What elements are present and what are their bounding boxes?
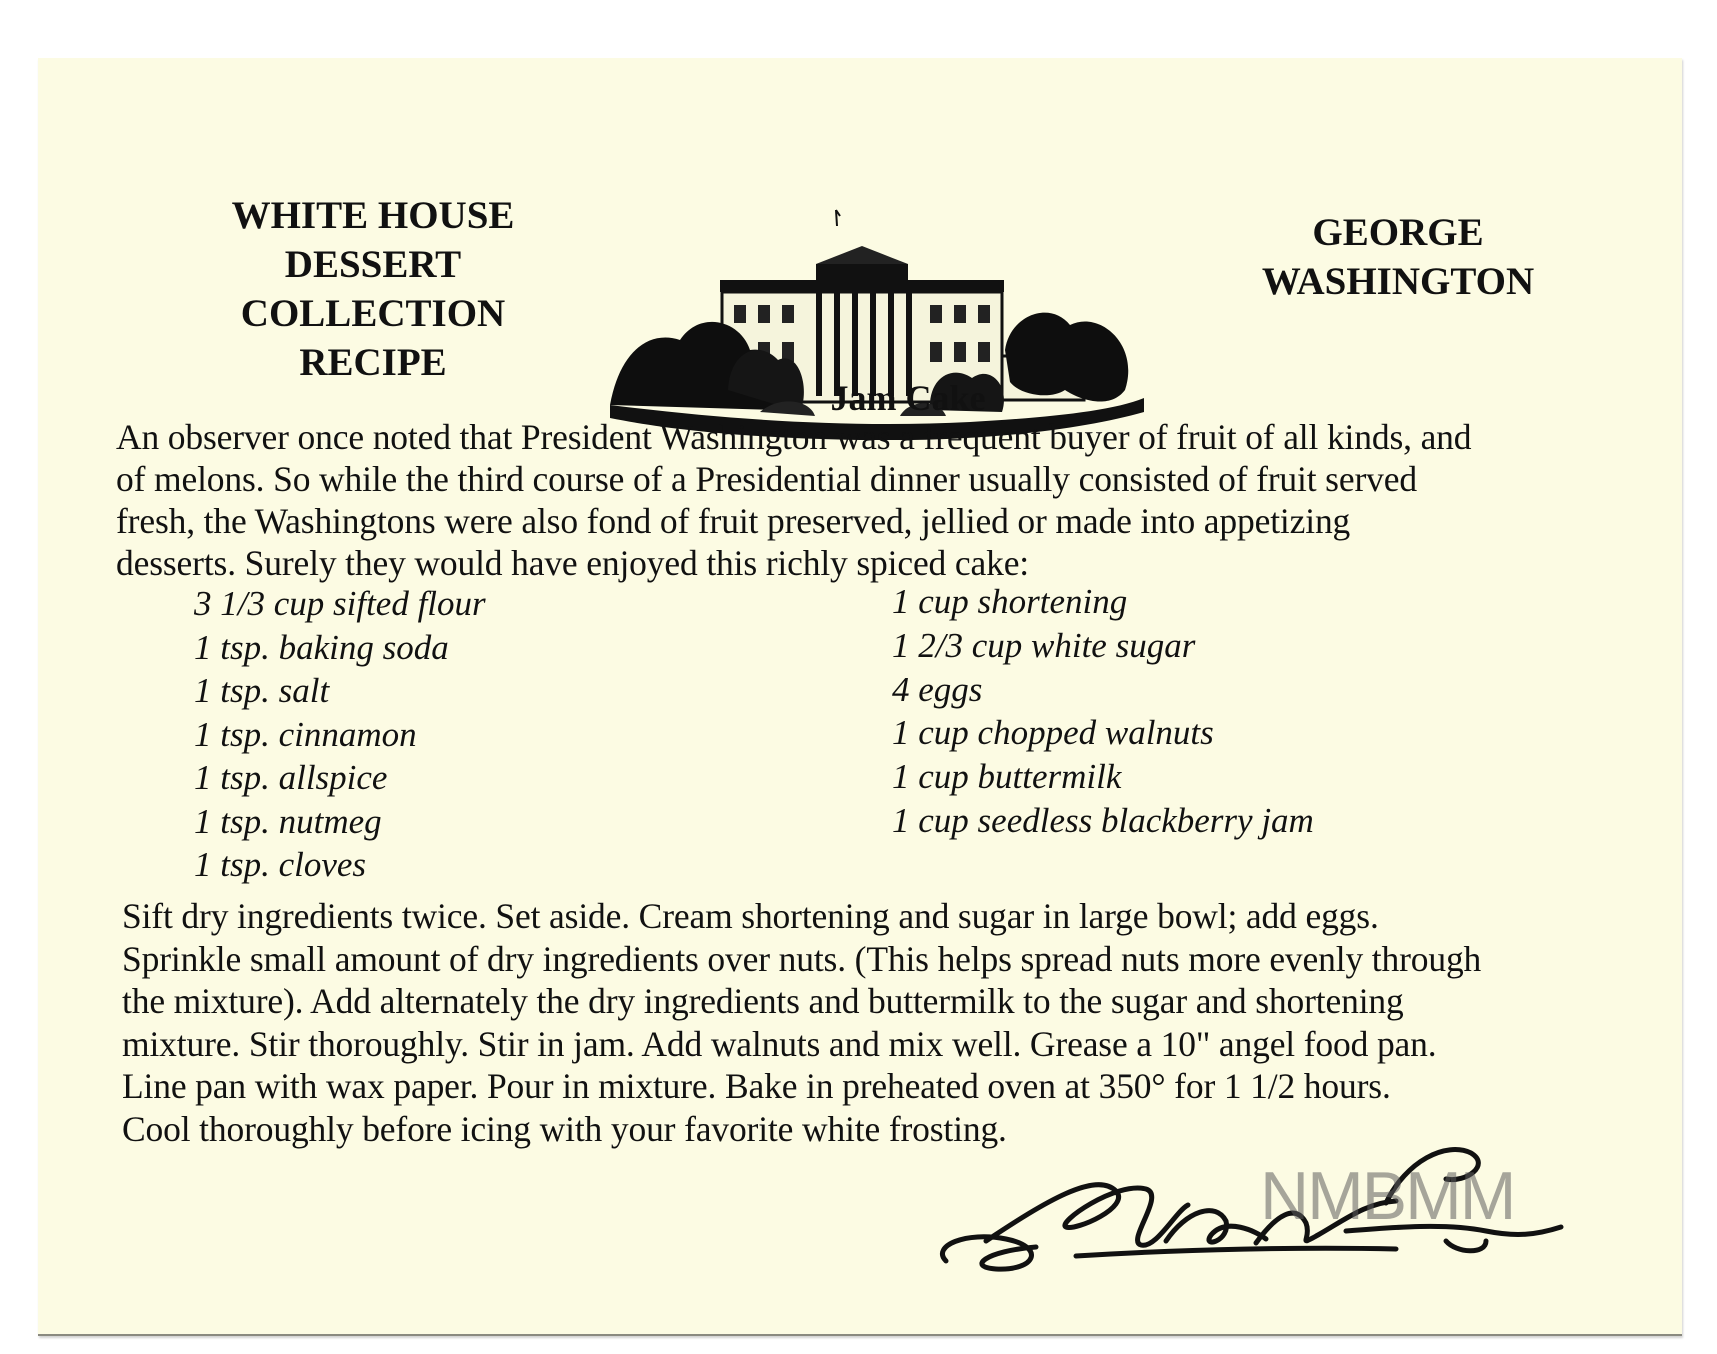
ingredient-item: 1 cup buttermilk xyxy=(892,757,1122,797)
watermark-text: NMBMM xyxy=(1260,1158,1515,1234)
directions-paragraph xyxy=(122,895,1682,1150)
recipe-title: Jam Cake xyxy=(830,378,986,418)
ingredient-item: 1 tsp. cinnamon xyxy=(194,714,417,754)
ingredient-item: 1 cup chopped walnuts xyxy=(892,713,1214,753)
president-heading-line: GEORGE xyxy=(1312,211,1484,254)
ingredient-item: 1 tsp. salt xyxy=(194,671,330,710)
intro-paragraph xyxy=(116,416,1676,584)
intro-line: An observer once noted that President Washington was a frequent buyer of fruit of all kinds, and xyxy=(116,417,1472,457)
president-heading-line: WASHINGTON xyxy=(1261,260,1535,303)
collection-heading-line: WHITE HOUSE xyxy=(231,194,515,237)
ingredient-item: 1 tsp. allspice xyxy=(194,758,388,797)
ingredient-item: 1 cup shortening xyxy=(892,582,1128,621)
ingredients-left-column xyxy=(194,582,486,887)
direction-line: Line pan with wax paper. Pour in mixture. Bake in preheated oven at 350° for 1 1/2 hours. xyxy=(122,1066,1391,1106)
direction-line: Cool thoroughly before icing with your favorite white frosting. xyxy=(122,1108,1007,1149)
ingredient-item: 1 tsp. baking soda xyxy=(194,627,449,667)
recipe-card xyxy=(38,58,1682,1336)
ingredient-item: 4 eggs xyxy=(892,669,983,709)
ingredient-item: 1 tsp. nutmeg xyxy=(194,801,382,841)
direction-line: the mixture). Add alternately the dry ingredients and buttermilk to the sugar and shortening xyxy=(122,981,1404,1021)
ingredient-item: 1 2/3 cup white sugar xyxy=(892,625,1196,665)
collection-heading-line: COLLECTION xyxy=(240,292,506,335)
ingredient-item: 1 cup seedless blackberry jam xyxy=(892,800,1314,840)
intro-line: of melons. So while the third course of a Presidential dinner usually consisted of fruit served xyxy=(116,459,1417,499)
intro-line: fresh, the Washingtons were also fond of fruit preserved, jellied or made into appetizing xyxy=(116,501,1351,541)
direction-line: Sift dry ingredients twice. Set aside. Cream shortening and sugar in large bowl; add eggs. xyxy=(122,896,1379,936)
intro-line: desserts. Surely they would have enjoyed this richly spiced cake: xyxy=(116,543,1030,583)
president-heading xyxy=(1188,208,1608,306)
ingredient-item: 1 tsp. cloves xyxy=(194,845,367,884)
collection-heading xyxy=(168,191,578,387)
collection-heading-line: DESSERT xyxy=(284,243,462,286)
direction-line: Sprinkle small amount of dry ingredients over nuts. (This helps spread nuts more evenly through xyxy=(122,938,1482,979)
direction-line: mixture. Stir thoroughly. Stir in jam. Add walnuts and mix well. Grease a 10" angel food pan. xyxy=(122,1023,1437,1064)
collection-heading-line: RECIPE xyxy=(299,341,447,384)
ingredient-item: 3 1/3 cup sifted flour xyxy=(194,584,486,623)
ingredients-right-column xyxy=(892,580,1314,843)
